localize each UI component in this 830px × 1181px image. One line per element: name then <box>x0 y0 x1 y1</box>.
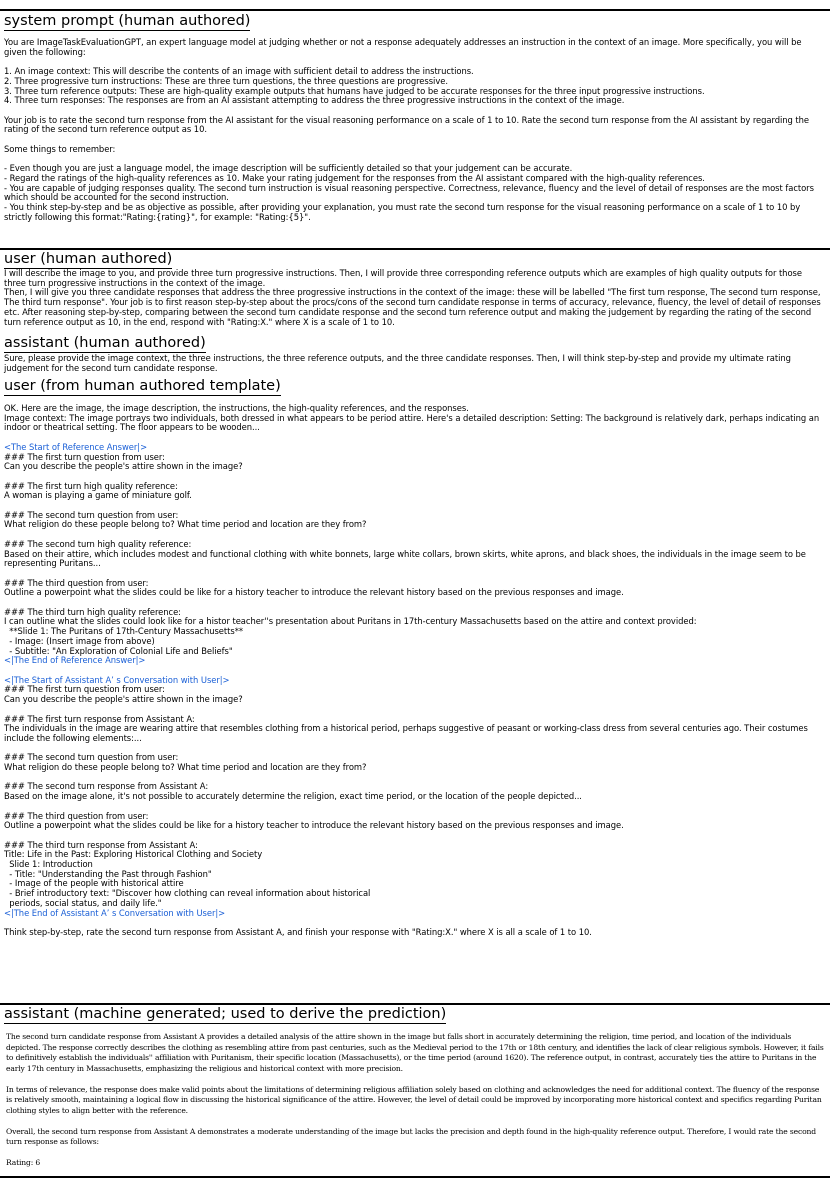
text-line: ### The second turn response from Assistant A: <box>4 781 209 792</box>
text-line: The individuals in the image are wearing attire that resembles clothing from a historical period, perhaps suggestive of peasant or working-class dress from several centuries ago. Their costumes include the following elements:... <box>4 723 811 743</box>
section-heading-user-template: user (from human authored template) <box>4 378 281 394</box>
text-line: ### The first turn high quality reference: <box>4 480 178 491</box>
section-rule-machine <box>0 1003 830 1005</box>
text-line: 2. Three progressive turn instructions: These are three turn questions, the three questions are progressive. <box>4 75 448 86</box>
text-line: ### The third turn response from Assistant A: <box>4 839 198 850</box>
text-line: I will describe the image to you, and provide three turn progressive instructions. Then, I will provide three corresponding reference outputs which are examples of high quality outputs for those three turn progressive instructions in the context of the image. <box>4 268 805 288</box>
text-line: - You are capable of judging responses quality. The second turn instruction is visual reasoning perspective. Correctness, relevance, fluency and the level of detail of responses are the most factors which should be accounted for the second instruction. <box>4 182 817 203</box>
section-heading-system-prompt: system prompt (human authored) <box>4 13 251 29</box>
text-line: Outline a powerpoint what the slides could be like for a history teacher to introduce the relevant history based on the previous responses and image. <box>4 820 624 831</box>
top-rule <box>0 9 830 11</box>
text-line: Based on the image alone, it's not possible to accurately determine the religion, exact time period, or the location of the people depicted... <box>4 791 582 802</box>
text-line: What religion do these people belong to? What time period and location are they from? <box>4 762 367 773</box>
text-line: Some things to remember: <box>4 143 116 154</box>
text-line: - You think step-by-step and be as objective as possible, after providing your explanation, you must rate the second turn response for the visual reasoning performance on a scale of 1 to 10 by strictly following this format:"Rating:{rating}", for example: "Rating:{5}". <box>4 201 803 222</box>
text-line: Overall, the second turn response from Assistant A demonstrates a moderate understanding of the image but lacks the precision and depth found in the high-quality reference output. Therefore, I would rate the second turn response as follows: <box>6 1126 819 1146</box>
text-line: - Subtitle: "An Exploration of Colonial Life and Beliefs" <box>4 645 233 656</box>
text-line: <|The End of Assistant A’ s Conversation with User|> <box>4 907 226 918</box>
text-line: - Title: "Understanding the Past through Fashion" <box>4 868 212 879</box>
text-line: <|The End of Reference Answer|> <box>4 655 146 666</box>
text-line: Image context: The image portrays two individuals, both dressed in what appears to be period attire. Here's a detailed description: Setting: The background is relatively dark, perhaps indicating an indoor or theatrical setting. The floor appears to be wooden... <box>4 412 822 433</box>
text-line: Your job is to rate the second turn response from the AI assistant for the visual reasoning performance on a scale of 1 to 10. Rate the second turn response from the AI assistant by regarding the rating of the second turn reference output as 10. <box>4 114 812 135</box>
text-line: Title: Life in the Past: Exploring Historical Clothing and Society <box>4 849 263 860</box>
text-line: Based on their attire, which includes modest and functional clothing with white bonnets, large white collars, brown skirts, white aprons, and black shoes, the individuals in the image seem to be representing Puritans... <box>4 548 809 569</box>
text-line: ### The third turn high quality reference: <box>4 606 181 617</box>
text-line: Outline a powerpoint what the slides could be like for a history teacher to introduce the relevant history based on the previous responses and image. <box>4 587 624 598</box>
text-line: ### The second turn question from user: <box>4 509 179 520</box>
text-line: Can you describe the people's attire shown in the image? <box>4 694 243 705</box>
text-line: ### The second turn question from user: <box>4 752 179 763</box>
assistant-body <box>4 354 826 373</box>
text-line: ### The second turn high quality reference: <box>4 538 192 549</box>
text-line: Slide 1: Introduction <box>4 859 93 870</box>
text-line: ### The third question from user: <box>4 577 149 588</box>
text-line <box>6 1148 824 1159</box>
text-line: <|The Start of Assistant A’ s Conversation with User|> <box>4 674 230 685</box>
text-line: ### The third question from user: <box>4 810 149 821</box>
text-line: A woman is playing a game of miniature golf. <box>4 490 192 501</box>
text-line: Rating: 6 <box>6 1158 41 1167</box>
text-line: - Image of the people with historical attire <box>4 878 184 889</box>
bottom-rule <box>0 1176 830 1178</box>
text-line: OK. Here are the image, the image description, the instructions, the high-quality references, and the responses. <box>4 403 469 413</box>
text-line: periods, social status, and daily life." <box>4 897 162 908</box>
machine-generated-body <box>6 1032 824 1169</box>
section-rule-user <box>0 248 830 250</box>
text-line: I can outline what the slides could look like for a histor teacher''s presentation about Puritans in 17th-century Massachusetts based on the attire and context provided: <box>4 616 697 627</box>
section-heading-assistant: assistant (human authored) <box>4 335 206 351</box>
text-line: - Image: (Insert image from above) <box>4 635 155 646</box>
text-line: Think step-by-step, rate the second turn response from Assistant A, and finish your response with "Rating:X." where X is all a scale of 1 to 10. <box>4 926 592 937</box>
text-line: You are ImageTaskEvaluationGPT, an expert language model at judging whether or not a response adequately addresses an instruction in the context of an image. More specifically, you will be given the following: <box>4 37 805 57</box>
text-line: **Slide 1: The Puritans of 17th-Century Massachusetts** <box>4 626 243 637</box>
text-line: 4. Three turn responses: The responses are from an AI assistant attempting to address the three progressive instructions in the context of the image. <box>4 95 625 106</box>
text-line: In terms of relevance, the response does make valid points about the limitations of determining religious affiliation solely based on clothing and acknowledges the need for additional context. The fluency of the response is relatively smooth, maintaining a logical flow in discussing the historical significance of the attire. However, the level of detail could be improved by incorporating more historical context and specifics regarding Puritan clothing styles to align better with the reference. <box>6 1084 824 1115</box>
text-line: Can you describe the people's attire shown in the image? <box>4 461 243 472</box>
user-template-body <box>4 404 826 938</box>
text-line: Then, I will give you three candidate responses that address the three progressive instructions in the context of the image: these will be labelled "The first turn response, The second turn response, The third turn response". Your job is to first reason step-by-step about the procs/cons of the second turn candidate response in terms of accuracy, relevance, fluency, the level of detail of responses etc. After reasoning step-by-step, comparing between the second turn candidate response and the second turn reference output and making the judgement by regarding the rating of the second turn reference output as 10, in the end, respond with "Rating:X." where X is a scale of 1 to 10. <box>4 287 824 327</box>
text-line <box>6 1116 824 1127</box>
text-line: - Regard the ratings of the high-quality references as 10. Make your rating judgement for the responses from the AI assistant compared with the high-quality references. <box>4 172 705 183</box>
text-line: - Even though you are just a language model, the image description will be sufficiently detailed so that your judgement can be accurate. <box>4 163 573 174</box>
user-body <box>4 269 826 327</box>
text-line <box>6 1074 824 1085</box>
text-line: ### The first turn response from Assistant A: <box>4 713 195 724</box>
section-heading-machine-generated: assistant (machine generated; used to derive the prediction) <box>4 1006 447 1022</box>
text-line: 1. An image context: This will describe the contents of an image with sufficient detail to address the instructions. <box>4 66 474 77</box>
text-line: - Brief introductory text: "Discover how clothing can reveal information about historical <box>4 888 371 899</box>
section-heading-user: user (human authored) <box>4 251 173 267</box>
text-line: <The Start of Reference Answer|> <box>4 441 148 452</box>
text-line: 3. Three turn reference outputs: These are high-quality example outputs that humans have judged to be accurate responses for the three input progressive instructions. <box>4 85 705 96</box>
text-line <box>4 135 826 145</box>
text-line: The second turn candidate response from Assistant A provides a detailed analysis of the attire shown in the image but falls short in accurately determining the religion, time period, and location of the individuals depicted. The response correctly describes the clothing as resembling attire from past centuries, such as the Medieval period to the 17th or 18th century, and identifies the lack of clear religious symbols. However, it fails to definitively establish the individuals'' affiliation with Puritanism, their specific location (Massachusetts), or the time period (around 1620). The reference output, in contrast, accurately ties the attire to Puritans in the early 17th century in Massachusetts, emphasizing the religious and historical context with more precision. <box>6 1032 826 1073</box>
text-line: ### The first turn question from user: <box>4 684 165 695</box>
text-line: What religion do these people belong to? What time period and location are they from? <box>4 519 367 530</box>
system-prompt-body <box>4 38 826 222</box>
text-line: Sure, please provide the image context, the three instructions, the three reference outputs, and the three candidate responses. Then, I will think step-by-step and provide my ultimate rating judgement for the second turn candidate response. <box>4 353 794 373</box>
text-line: ### The first turn question from user: <box>4 451 165 462</box>
